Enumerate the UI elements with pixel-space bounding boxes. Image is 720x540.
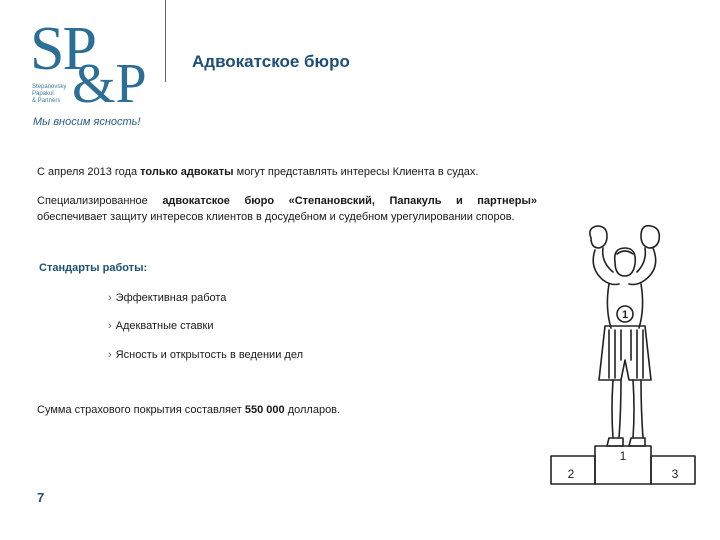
page-title: Адвокатское бюро — [192, 52, 350, 71]
podium-label-first: 1 — [619, 449, 627, 463]
badge-number: 1 — [621, 309, 629, 321]
bullet-icon: › — [108, 320, 112, 332]
text: могут представлять интересы Клиента в судах. — [233, 166, 479, 178]
logo-ampersand: &P — [72, 53, 147, 115]
page-number: 7 — [37, 490, 45, 505]
text: обеспечивает защиту интересов клиентов в досудебном и судебном урегулировании споров. — [37, 211, 515, 223]
right-glove-icon — [641, 226, 659, 248]
text-bold: только адвокаты — [140, 166, 234, 178]
header-divider — [165, 0, 166, 82]
text-bold: адвокатское бюро «Степановский, Папакуль и партнеры» — [162, 195, 537, 207]
standards-item-label: Эффективная работа — [115, 292, 227, 304]
standards-item-label: Адекватные ставки — [115, 320, 214, 332]
standards-item — [108, 349, 303, 361]
left-glove-icon — [590, 226, 607, 248]
standards-item-label: Ясность и открытость в ведении дел — [115, 349, 303, 361]
text: С апреля 2013 года — [37, 166, 141, 178]
logo-name: Papakul — [32, 91, 54, 97]
standards-heading: Стандарты работы: — [39, 262, 148, 274]
logo-partner-names — [32, 84, 66, 105]
standards-item — [108, 320, 213, 332]
bullet-icon: › — [108, 292, 112, 304]
podium-label-third: 3 — [671, 467, 679, 481]
text: долларов. — [284, 404, 341, 416]
text: Специализированное — [37, 195, 163, 207]
firm-logo — [30, 15, 162, 115]
logo-name: & Partners — [32, 98, 61, 104]
insurance-amount: 550 000 — [244, 404, 285, 416]
text: Сумма страхового покрытия составляет — [37, 404, 245, 416]
boxer-on-podium-illustration — [543, 218, 703, 486]
paragraph-firm-description — [37, 193, 537, 225]
bullet-icon: › — [108, 349, 112, 361]
standards-item — [108, 292, 226, 304]
podium-label-second: 2 — [567, 467, 575, 481]
paragraph-lawyers-only — [37, 164, 537, 180]
tagline: Мы вносим ясность! — [33, 116, 141, 128]
insurance-coverage — [37, 404, 340, 416]
logo-monogram: SP — [30, 15, 95, 83]
logo-name: Stepanovsky — [32, 84, 67, 90]
